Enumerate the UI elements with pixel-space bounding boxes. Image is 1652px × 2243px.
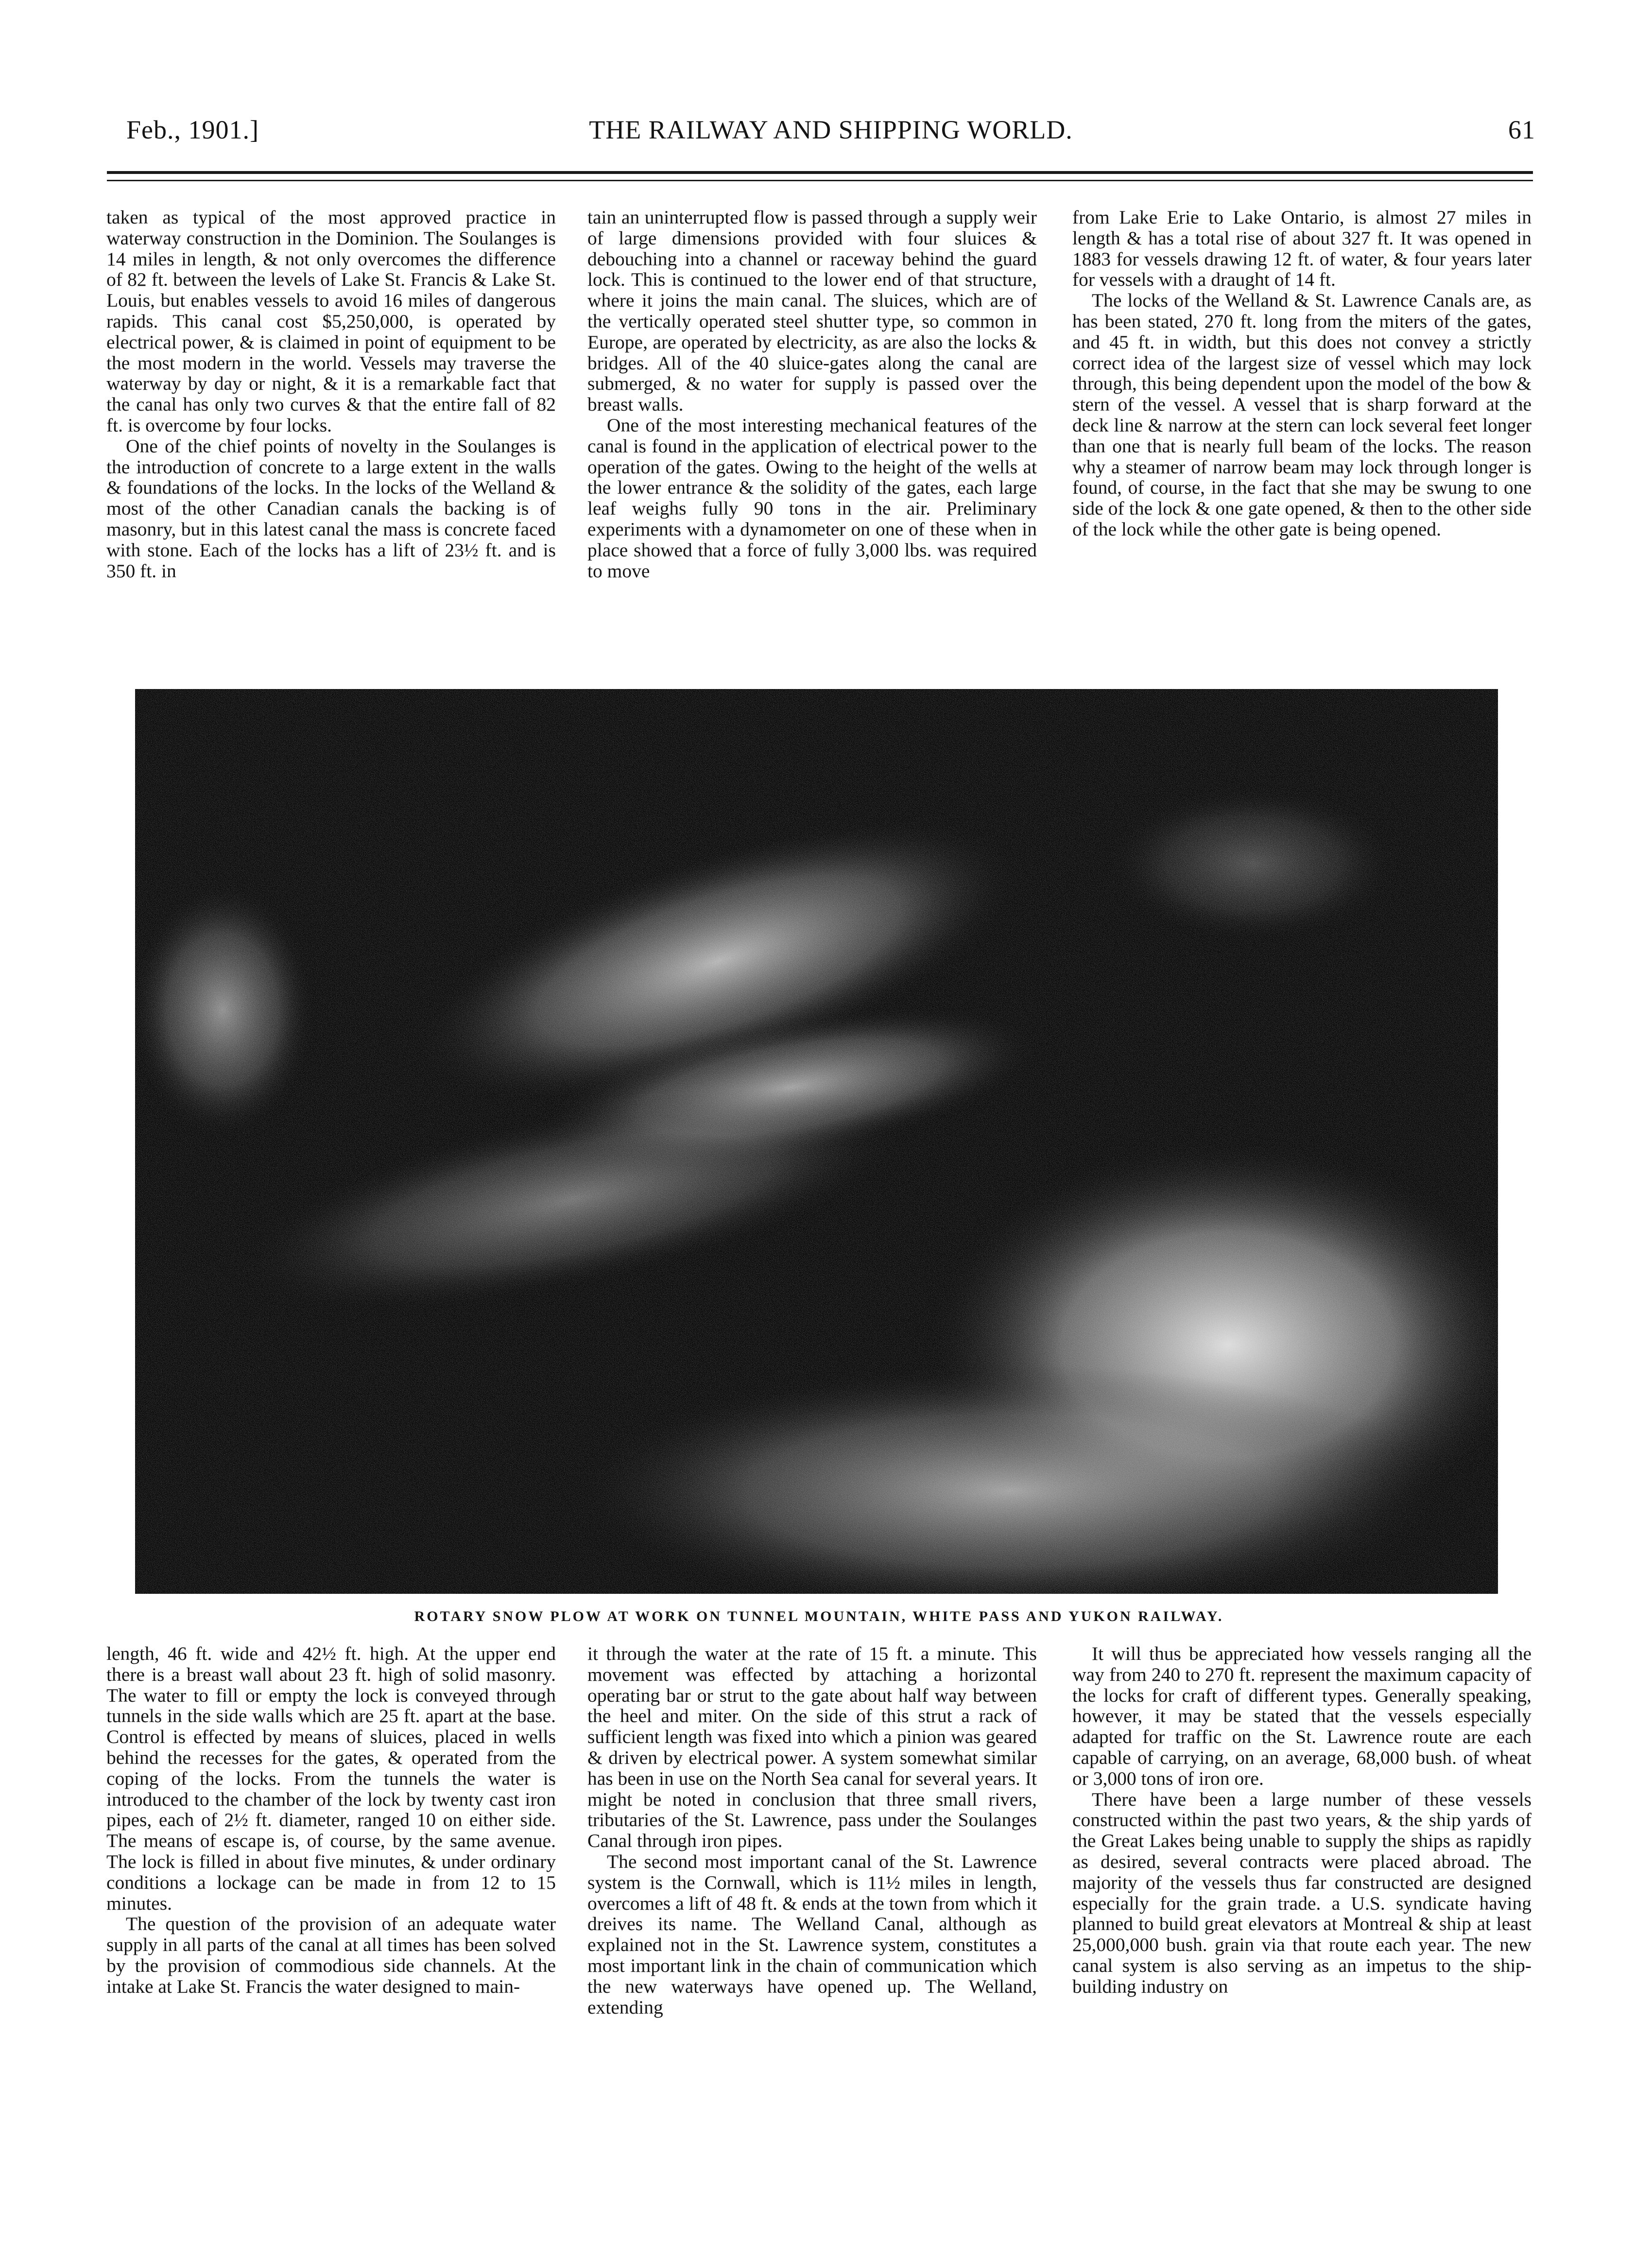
paragraph: it through the water at the rate of 15 ft. a minute. This movement was effected by attaching a horizontal operating bar or strut to the gate about half way between the heel and miter. On the side of this strut a rack of sufficient length was fixed into which a pinion was geared & driven by electrical power. A system somewhat similar has been in use on the North Sea canal for several years. It might be noted in conclusion that three small rivers, tributaries of the St. Lawrence, pass under the Soulanges Canal through iron pipes. bbox=[587, 1643, 1037, 1852]
text-column-bottom-3 bbox=[1072, 1643, 1532, 2192]
photo-halftone bbox=[135, 689, 1498, 1594]
paragraph: The question of the provision of an adequate water supply in all parts of the canal at all times has been solved by the provision of commodious side channels. At the intake at Lake St. Francis the water designed to main- bbox=[106, 1913, 556, 1997]
page-number: 61 bbox=[1508, 115, 1535, 144]
paragraph: One of the most interesting mechanical features of the canal is found in the application of electrical power to the operation of the gates. Owing to the height of the wells at the lower entrance & the solidity of the gates, each large leaf weighs fully 90 tons in the air. Preliminary experiments with a dynamometer on one of these when in place showed that a force of fully 3,000 lbs. was required to move bbox=[587, 414, 1037, 582]
issue-date: Feb., 1901.] bbox=[126, 115, 259, 144]
header-rule-thin bbox=[107, 180, 1533, 181]
paragraph: taken as typical of the most approved practice in waterway construction in the Dominion. The Soulanges is 14 miles in length, & not only overcomes the difference of 82 ft. between the levels of Lake St. Francis & Lake St. Louis, but enables vessels to avoid 16 miles of dangerous rapids. This canal cost $5,250,000, is operated by electrical power, & is claimed in point of equipment to be the most modern in the world. Vessels may traverse the waterway by day or night, & it is a remarkable fact that the canal has only two curves & that the entire fall of 82 ft. is overcome by four locks. bbox=[106, 207, 556, 436]
text-column-bottom-1 bbox=[106, 1643, 556, 2192]
paragraph: The second most important canal of the St. Lawrence system is the Cornwall, which is 11½ miles in length, overcomes a lift of 48 ft. & ends at the town from which it dreives its name. The Welland Canal, although as explained not in the St. Lawrence system, constitutes a most important link in the chain of communication which the new waterways have opened up. The Welland, extending bbox=[587, 1850, 1037, 2018]
header-rule-thick bbox=[107, 171, 1533, 174]
paragraph: It will thus be appreciated how vessels ranging all the way from 240 to 270 ft. represent the maximum capacity of the locks for craft of different types. Generally speaking, however, it may be stated that the vessels especially adapted for traffic on the St. Lawrence route are each capable of carrying, on an average, 68,000 bush. of wheat or 3,000 tons of iron ore. bbox=[1072, 1643, 1532, 1789]
paragraph: from Lake Erie to Lake Ontario, is almost 27 miles in length & has a total rise of about 327 ft. It was opened in 1883 for vessels drawing 12 ft. of water, & four years later for vessels with a draught of 14 ft. bbox=[1072, 207, 1532, 291]
photo-caption: ROTARY SNOW PLOW AT WORK ON TUNNEL MOUNTAIN, WHITE PASS AND YUKON RAILWAY. bbox=[414, 1608, 1224, 1624]
paragraph: There have been a large number of these vessels constructed within the past two years, & the ship yards of the Great Lakes being unable to supply the ships as rapidly as desired, several contracts were placed abroad. The majority of the vessels thus far constructed are designed especially for the grain trade. a U.S. syndicate having planned to build great elevators at Montreal & ship at least 25,000,000 bush. grain via that route each year. The new canal system is also serving as an impetus to the ship-building industry on bbox=[1072, 1788, 1532, 1997]
paragraph: The locks of the Welland & St. Lawrence Canals are, as has been stated, 270 ft. long from the miters of the gates, and 45 ft. in width, but this does not convey a strictly correct idea of the largest size of vessel which may lock through, this being dependent upon the model of the bow & stern of the vessel. A vessel that is sharp forward at the deck line & narrow at the stern can lock several feet longer than one that is nearly full beam of the locks. The reason why a steamer of narrow beam may lock through longer is found, of course, in the fact that she may be swung to one side of the lock & one gate opened, & then to the other side of the lock while the other gate is being opened. bbox=[1072, 290, 1532, 540]
text-column-top-1 bbox=[106, 207, 556, 664]
paragraph: One of the chief points of novelty in the Soulanges is the introduction of concrete to a large extent in the walls & foundations of the locks. In the locks of the Welland & most of the other Canadian canals the backing is of masonry, but in this latest canal the mass is concrete faced with stone. Each of the locks has a lift of 23½ ft. and is 350 ft. in bbox=[106, 435, 556, 582]
snow-plow-photograph bbox=[135, 689, 1498, 1594]
paragraph: length, 46 ft. wide and 42½ ft. high. At the upper end there is a breast wall about 23 ft. high of solid masonry. The water to fill or empty the lock is conveyed through tunnels in the side walls which are 25 ft. apart at the base. Control is effected by means of sluices, placed in wells behind the recesses for the gates, & operated from the coping of the locks. From the tunnels the water is introduced to the chamber of the lock by twenty cast iron pipes, each of 2½ ft. diameter, ranged 10 on either side. The means of escape is, of course, by the same avenue. The lock is filled in about five minutes, & under ordinary conditions a lockage can be made in from 12 to 15 minutes. bbox=[106, 1643, 556, 1914]
journal-title: THE RAILWAY AND SHIPPING WORLD. bbox=[589, 115, 1073, 144]
paragraph: tain an uninterrupted flow is passed through a supply weir of large dimensions provided with four sluices & debouching into a channel or raceway behind the guard lock. This is continued to the lower end of that structure, where it joins the main canal. The sluices, which are of the vertically operated steel shutter type, so common in Europe, are operated by electricity, as are also the locks & bridges. All of the 40 sluice-gates along the canal are submerged, & no water for supply is passed over the breast walls. bbox=[587, 207, 1037, 415]
running-header bbox=[126, 115, 1535, 168]
text-column-top-3 bbox=[1072, 207, 1532, 664]
text-column-top-2 bbox=[587, 207, 1037, 664]
text-column-bottom-2 bbox=[587, 1643, 1037, 2192]
